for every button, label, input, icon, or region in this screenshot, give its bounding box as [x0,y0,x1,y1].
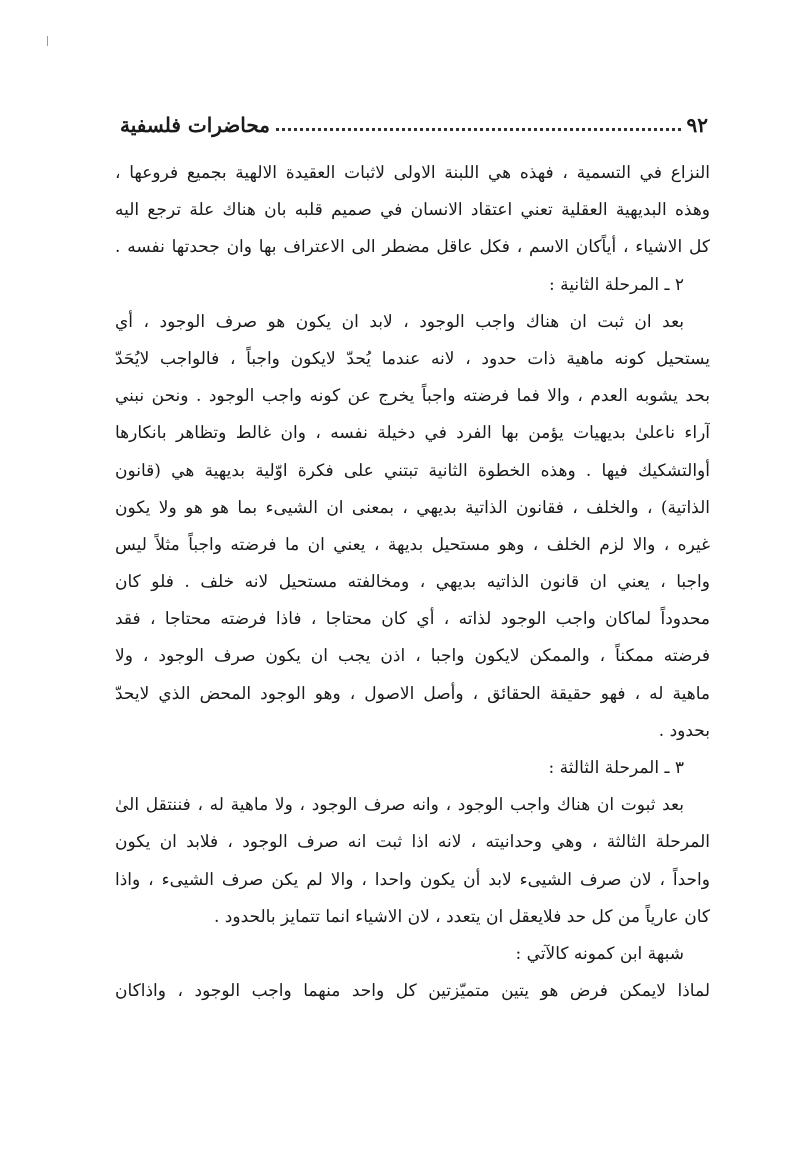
text-line: آراء ناعلىٰ بديهيات يؤمن بها الفرد في دخيلة نفسه ، وان غالط وتظاهر بانكارها [115,423,710,444]
text-line: الذاتية) ، والخلف ، فقانون الذاتية بديهي ، بمعنى ان الشيىء بما هو هو ولا يكون [115,497,710,518]
text-line: كل الاشياء ، أياًكان الاسم ، فكل عاقل مضطر الى الاعتراف بها وان جحدتها نفسه . [115,237,710,258]
text-line: أوالتشكيك فيها . وهذه الخطوة الثانية تبتني على فكرة اوّلية بديهية هي (قانون [115,460,710,481]
book-title: محاضرات فلسفية [120,113,270,137]
text-line: ماهية له ، فهو حقيقة الحقائق ، وأصل الاصول ، وهو الوجود المحض الذي لايحدّ [115,683,710,704]
section-heading-stage-3: ٣ ـ المرحلة الثالثة : [548,758,684,778]
text-line: واجبا ، يعني ان قانون الذاتيه بديهي ، ومخالفته مستحيل لانه خلف . فلو كان [115,572,710,593]
text-line: كان عارياً من كل حد فلايعقل ان يتعدد ، لان الاشياء انما تتمايز بالحدود . [214,906,710,927]
text-line: المرحلة الثالثة ، وهي وحدانيته ، لانه اذا ثبت انه صرف الوجود ، فلابد ان يكون [115,832,710,853]
text-line: النزاع في التسمية ، فهذه هي اللبنة الاولى لاثبات العقيدة الالهية بجميع فروعها ، [115,163,710,183]
scan-edge-mark [47,36,48,46]
body-text [115,155,710,1010]
text-line: لماذا لايمكن فرض هو يتين متميّزتين كل واحد منهما واجب الوجود ، واذاكان [115,981,710,1002]
header-dot-leader [276,128,681,131]
text-line: وهذه البديهية العقلية تعني اعتقاد الانسان في صميم قلبه بان هناك علة ترجع اليه [115,200,710,221]
text-line: بحد يشوبه العدم ، والا فما فرضته واجباً يخرج عن كونه واجب الوجود . ونحن نبني [115,386,710,407]
text-line: واحداً ، لان صرف الشيىء لابد أن يكون واحدا ، والا لم يكن صرف الشيىء ، واذا [115,869,710,890]
page-number: ٩٢ [686,113,708,137]
text-line: بعد ثبوت ان هناك واجب الوجود ، وانه صرف الوجود ، ولا ماهية له ، فننتقل الىٰ [115,795,684,816]
text-line: يستحيل كونه ماهية ذات حدود ، لانه عندما يُحدّ لايكون واجباً ، فالواجب لايُحَدّ [115,348,710,369]
text-line: بعد ان ثبت ان هناك واجب الوجود ، لابد ان يكون هو صرف الوجود ، أي [115,311,684,332]
section-heading-stage-2: ٢ ـ المرحلة الثانية : [548,274,684,295]
text-line: محدوداً لماكان واجب الوجود لذاته ، أي كان محتاجا ، فاذا فرضته محتاجا ، فقد [115,609,710,630]
running-header [120,106,708,140]
text-line: غيره ، والا لزم الخلف ، وهو مستحيل بديهة ، يعني ان ما فرضته واجباً مثلاً ليس [115,534,710,555]
text-line: فرضته ممكناً ، والممكن لايكون واجبا ، اذن يجب ان يكون صرف الوجود ، ولا [115,646,710,667]
text-line: بحدود . [658,720,710,741]
section-heading-ibn-kammuna: شبهة ابن كمونه كالآتي : [515,943,684,964]
